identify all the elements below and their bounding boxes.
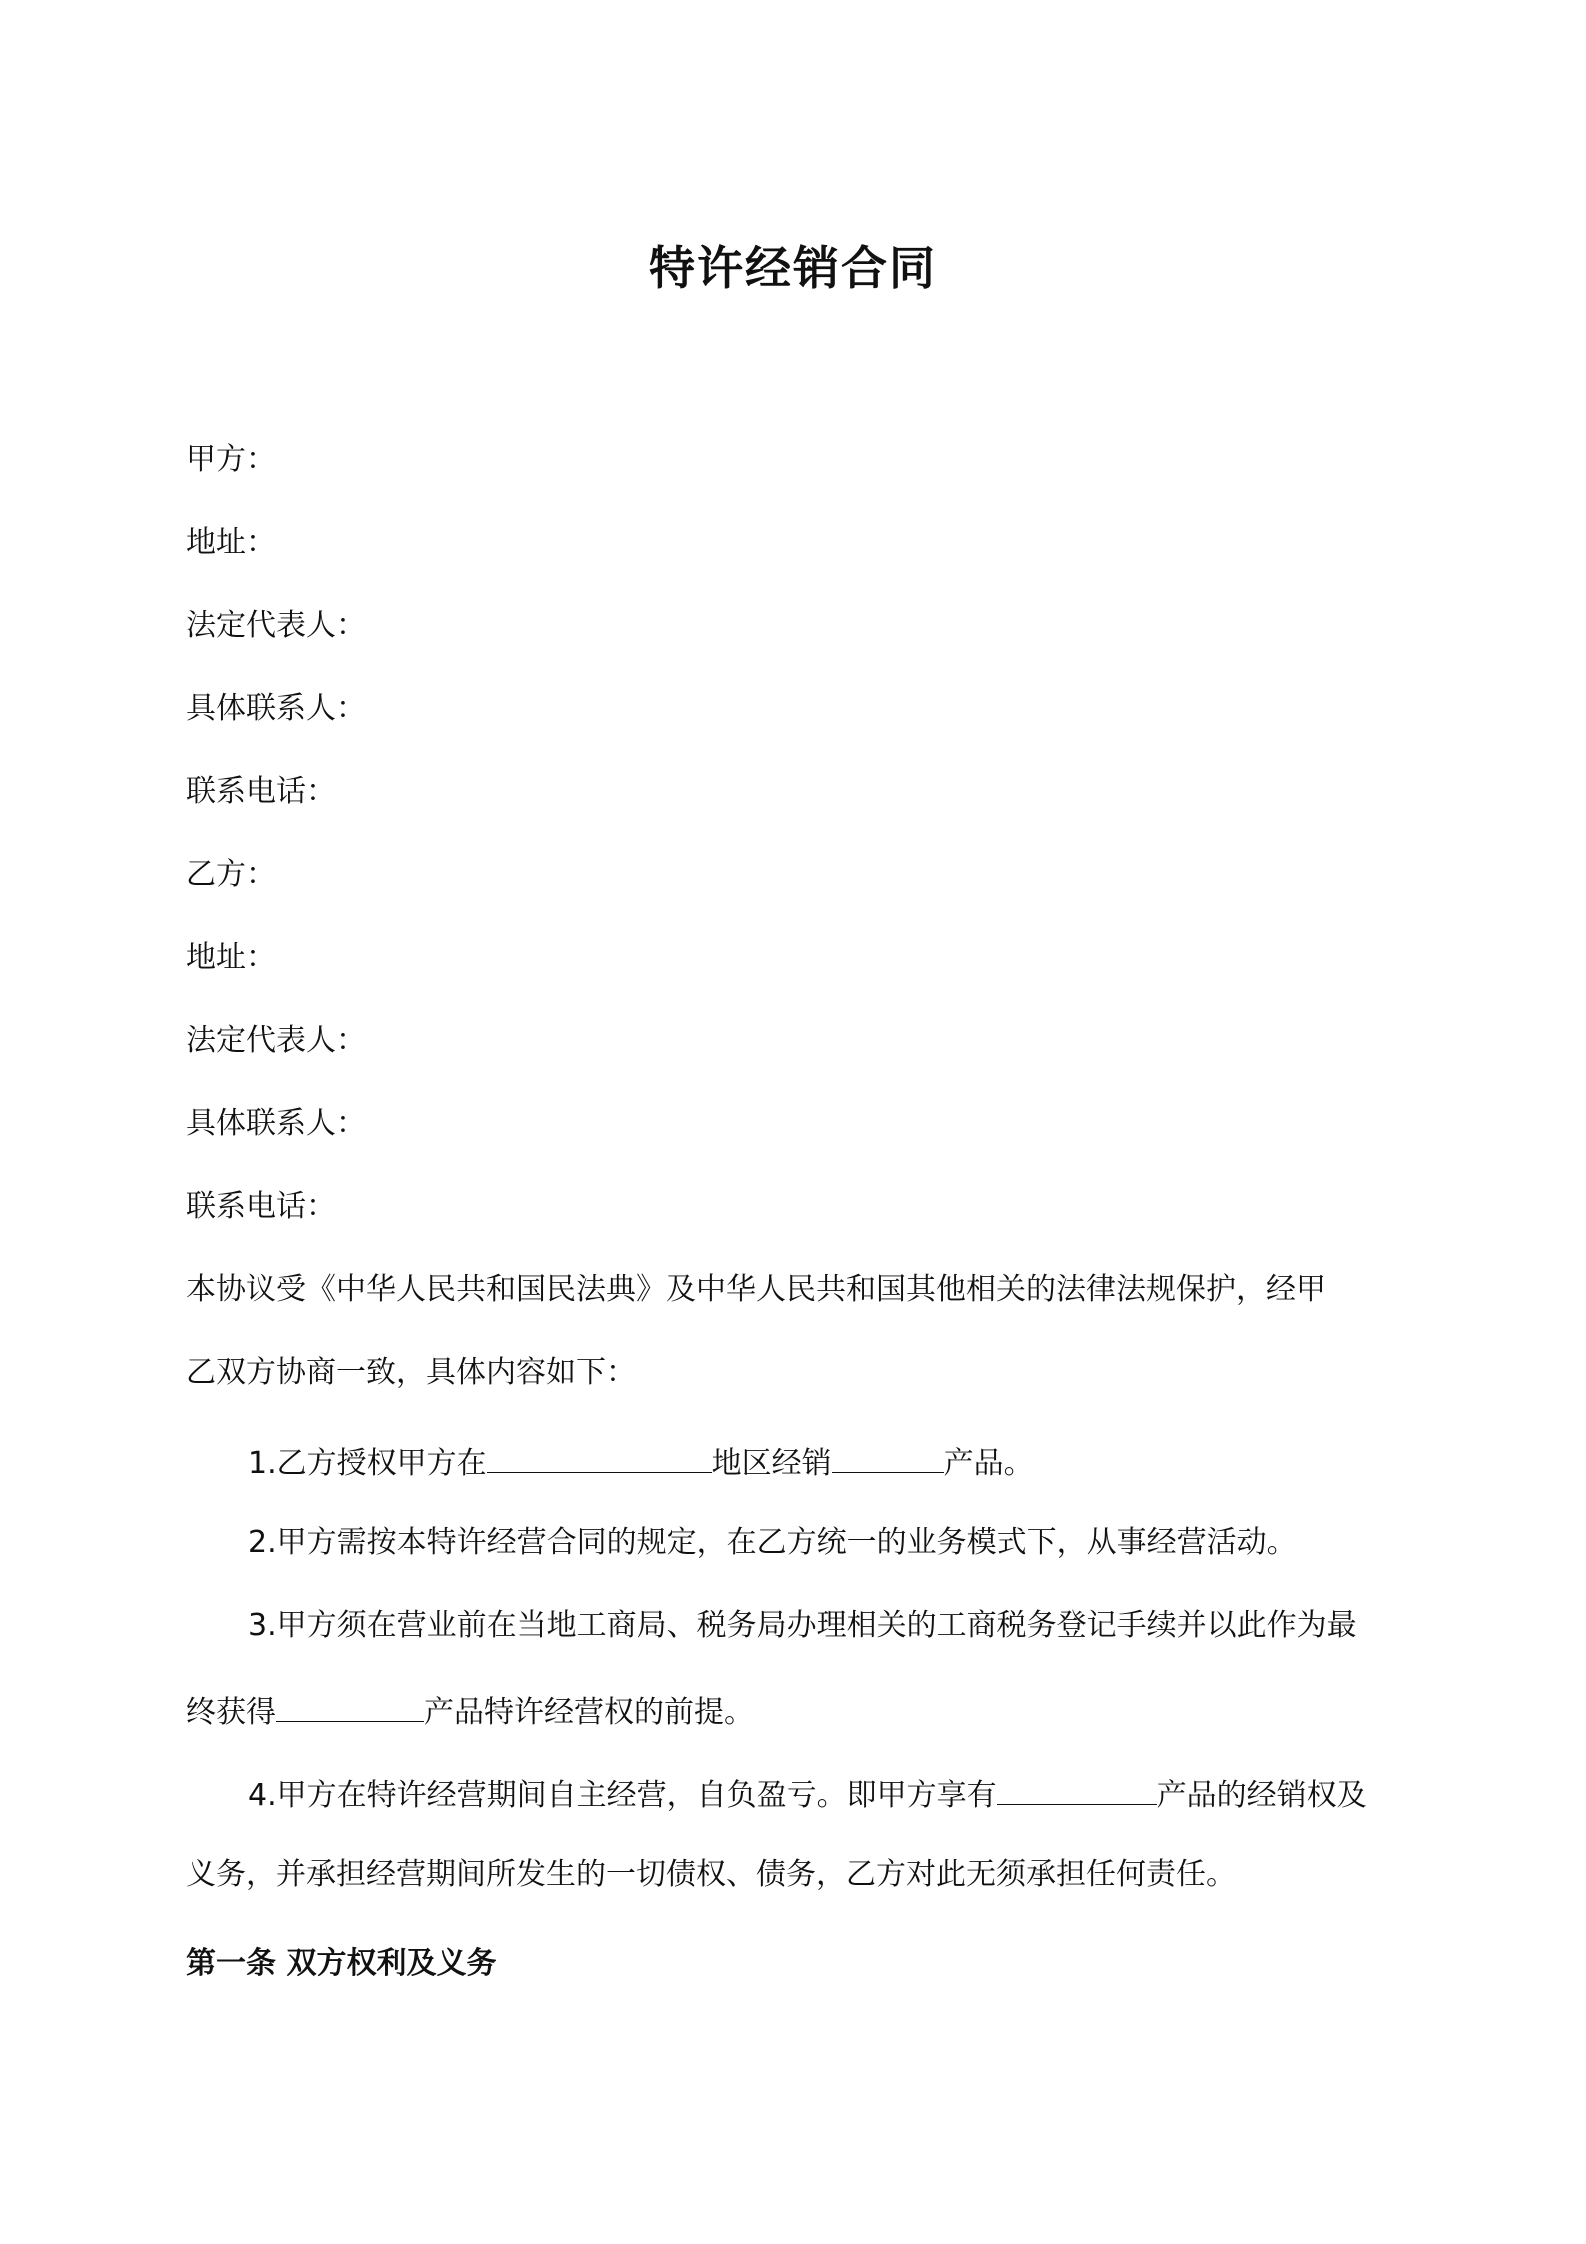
party-a-phone-label: 联系电话： — [186, 774, 336, 809]
clause-3-text-b: 产品特许经营权的前提。 — [424, 1695, 754, 1730]
clause-3-line-2 — [186, 1689, 1426, 1733]
party-b-address-label: 地址： — [186, 940, 276, 975]
party-a-contact-label: 具体联系人： — [186, 691, 366, 726]
distribution-product-blank — [997, 1772, 1157, 1805]
party-b-phone-label: 联系电话： — [186, 1189, 336, 1224]
clause-4-line-1 — [248, 1772, 1488, 1816]
document-title: 特许经销合同 — [649, 241, 937, 295]
party-b-contact-label: 具体联系人： — [186, 1106, 366, 1141]
clause-3-text-a: 终获得 — [186, 1695, 276, 1730]
clause-1-text-c: 产品。 — [943, 1446, 1034, 1481]
party-a-name-label: 甲方： — [186, 442, 276, 477]
franchise-product-blank — [276, 1689, 424, 1722]
region-blank — [487, 1440, 712, 1473]
clause-1-text-a: 1.乙方授权甲方在 — [248, 1446, 487, 1481]
clause-1-text-b: 地区经销 — [711, 1446, 832, 1481]
product-blank — [832, 1440, 944, 1473]
clause-4-text-a: 4.甲方在特许经营期间自主经营，自负盈亏。即甲方享有 — [248, 1778, 997, 1813]
clause-2: 2.甲方需按本特许经营合同的规定，在乙方统一的业务模式下，从事经营活动。 — [248, 1525, 1297, 1560]
clause-3-line-1: 3.甲方须在营业前在当地工商局、税务局办理相关的工商税务登记手续并以此作为最 — [248, 1608, 1357, 1643]
article-1-heading: 第一条 双方权利及义务 — [186, 1946, 497, 1981]
party-a-legal-rep-label: 法定代表人： — [186, 608, 366, 643]
clause-1 — [248, 1440, 1488, 1484]
preamble-line-2: 乙双方协商一致，具体内容如下： — [186, 1355, 636, 1390]
party-a-address-label: 地址： — [186, 525, 276, 560]
clause-4-line-2: 义务，并承担经营期间所发生的一切债权、债务，乙方对此无须承担任何责任。 — [186, 1857, 1236, 1892]
party-b-name-label: 乙方： — [186, 857, 276, 892]
clause-4-text-b: 产品的经销权及 — [1156, 1778, 1367, 1813]
party-b-legal-rep-label: 法定代表人： — [186, 1023, 366, 1058]
preamble-line-1: 本协议受《中华人民共和国民法典》及中华人民共和国其他相关的法律法规保护，经甲 — [186, 1272, 1326, 1307]
